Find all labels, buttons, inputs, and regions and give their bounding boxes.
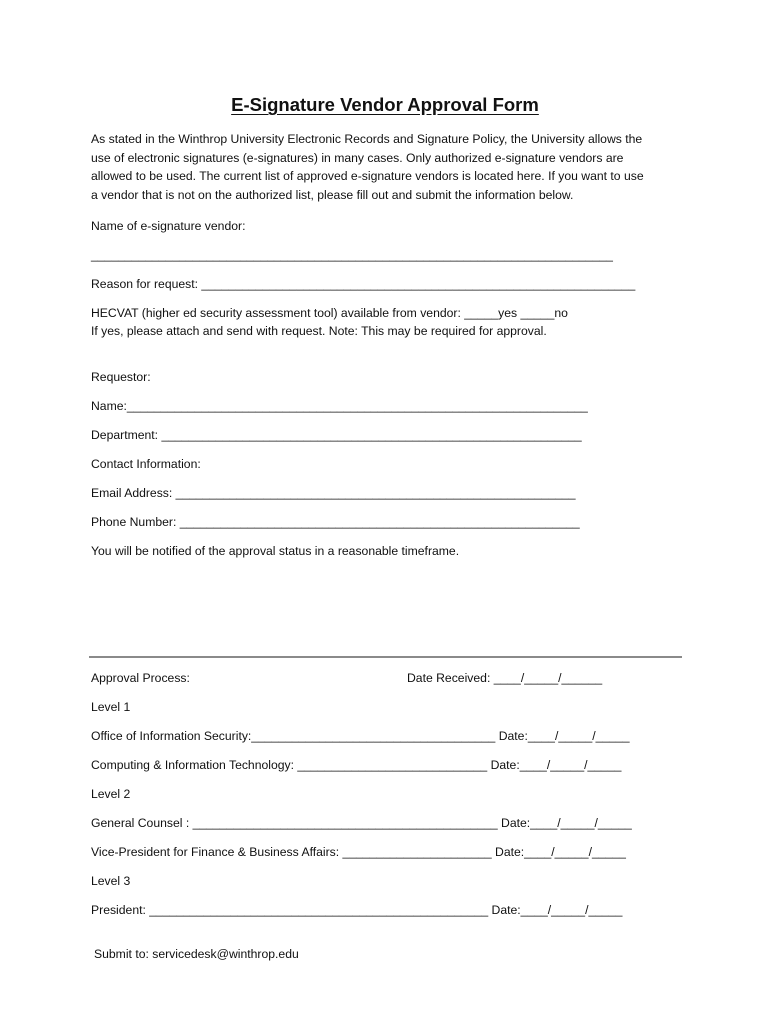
intro-line: use of electronic signatures (e-signatures) in many cases. Only authorized e-signature vendors are	[91, 150, 624, 165]
hecvat-field[interactable]: HECVAT (higher ed security assessment tool) available from vendor: _____yes _____no	[91, 306, 568, 320]
email-address-field[interactable]: Email Address: ___________________________________________________________	[91, 486, 576, 500]
vp-finance-signature-field[interactable]: Vice-President for Finance & Business Affairs: ______________________ Date:____/_____/_____	[91, 845, 626, 859]
department-field[interactable]: Department: ______________________________________________________________	[91, 428, 582, 442]
computing-it-signature-field[interactable]: Computing & Information Technology: ____________________________ Date:____/_____/_____	[91, 758, 622, 772]
vendor-name-label: Name of e-signature vendor:	[91, 219, 246, 233]
notification-note: You will be notified of the approval status in a reasonable timeframe.	[91, 544, 460, 558]
hecvat-note: If yes, please attach and send with request. Note: This may be required for approval.	[91, 324, 547, 338]
reason-for-request-field[interactable]: Reason for request: ________________________________________________________________	[91, 277, 636, 291]
requestor-name-field[interactable]: Name:____________________________________________________________________	[91, 399, 588, 413]
president-signature-field[interactable]: President: __________________________________________________ Date:____/_____/_____	[91, 903, 623, 917]
approval-process-label: Approval Process:	[91, 671, 190, 685]
date-received-field[interactable]: Date Received: ____/_____/______	[407, 671, 603, 685]
level-1-label: Level 1	[91, 700, 131, 714]
intro-line: a vendor that is not on the authorized list, please fill out and submit the information below.	[91, 187, 574, 202]
general-counsel-signature-field[interactable]: General Counsel : _____________________________________________ Date:____/_____/_____	[91, 816, 632, 830]
section-divider	[89, 656, 682, 658]
intro-line: allowed to be used. The current list of approved e-signature vendors is located here. If you want to use	[91, 169, 644, 184]
requestor-label: Requestor:	[91, 370, 151, 384]
info-security-signature-field[interactable]: Office of Information Security:____________________________________ Date:____/_____/_____	[91, 729, 630, 743]
level-3-label: Level 3	[91, 874, 131, 888]
form-title: E-Signature Vendor Approval Form	[231, 94, 539, 115]
intro-paragraph	[91, 130, 691, 204]
contact-information-label: Contact Information:	[91, 457, 201, 471]
vendor-name-field[interactable]: _____________________________________________________________________________	[91, 248, 613, 262]
intro-line: As stated in the Winthrop University Electronic Records and Signature Policy, the University allows the	[91, 132, 643, 146]
phone-number-field[interactable]: Phone Number: ___________________________________________________________	[91, 515, 580, 529]
submit-to-text: Submit to: servicedesk@winthrop.edu	[94, 947, 299, 961]
level-2-label: Level 2	[91, 787, 131, 801]
